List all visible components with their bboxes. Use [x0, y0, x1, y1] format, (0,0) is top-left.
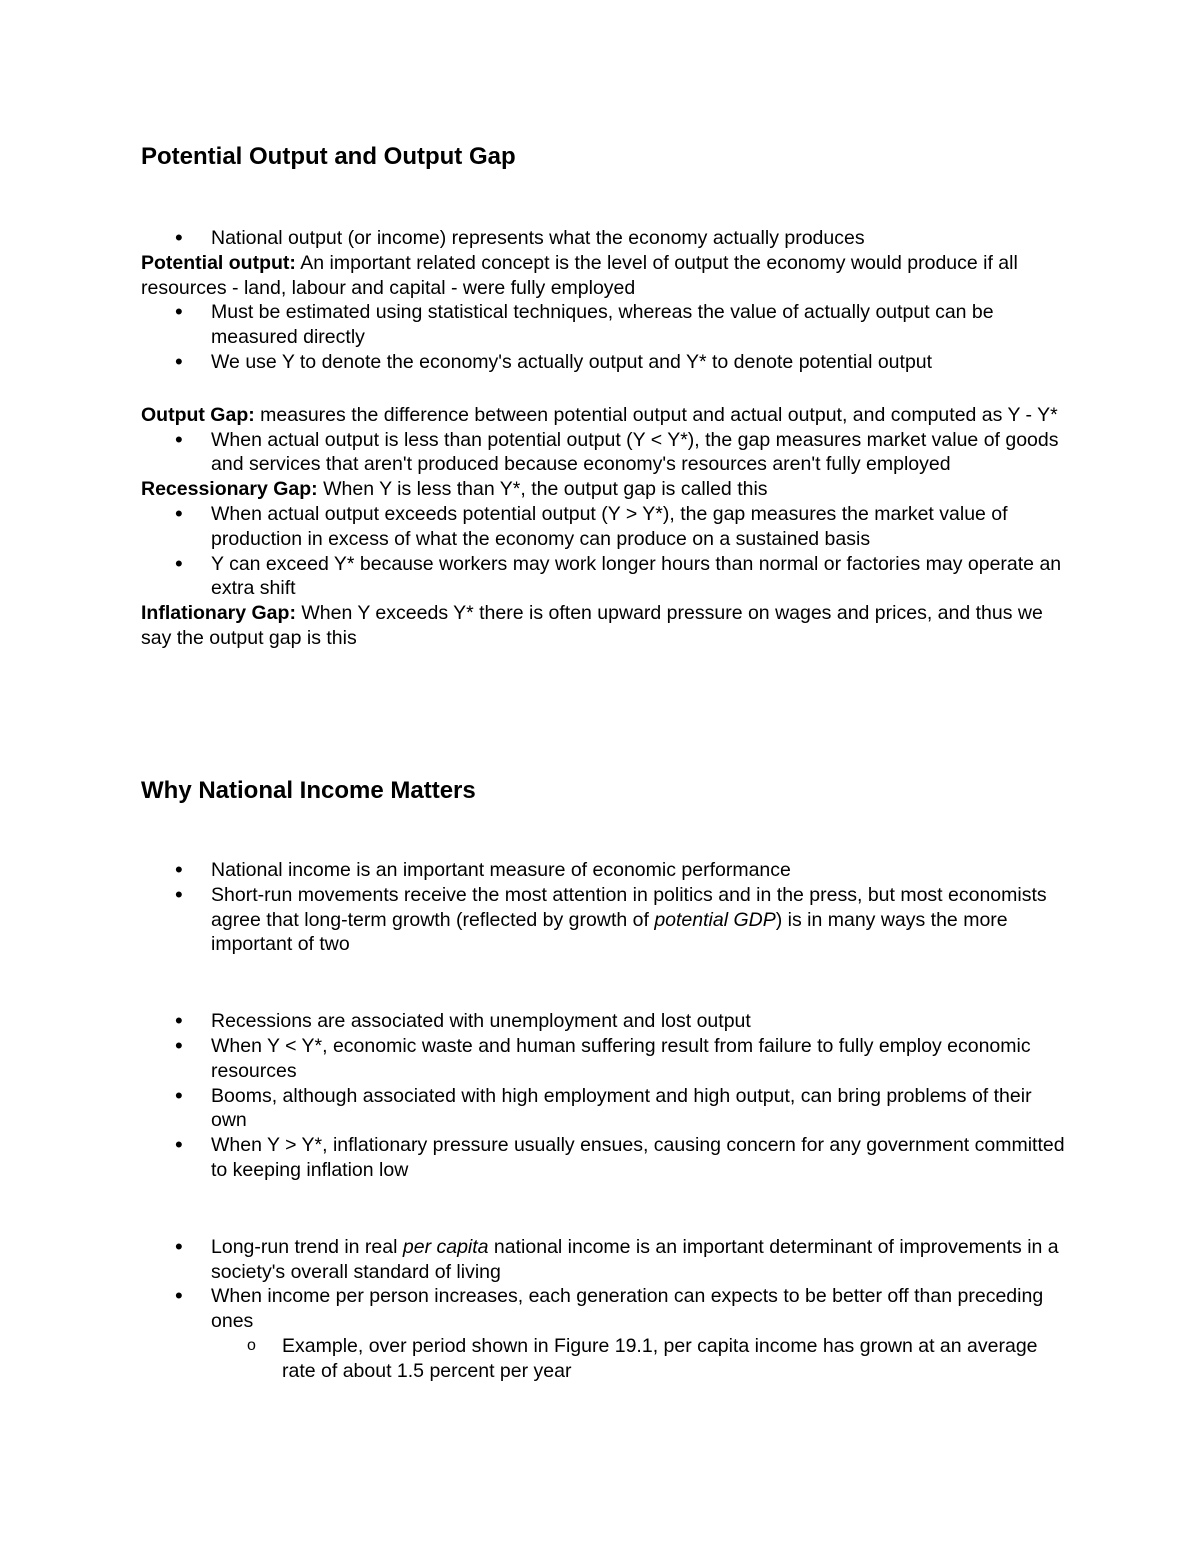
list-item: • National output (or income) represents what the economy actually produces: [141, 226, 1071, 251]
list-item: • Must be estimated using statistical techniques, whereas the value of actually output can be measured directly: [141, 300, 1071, 350]
term-label: Recessionary Gap:: [141, 478, 318, 501]
list-item-text: Short-run movements receive the most attention in politics and in the press, but most economists agree that long-term growth (reflected by growth of: [211, 883, 1047, 931]
bullet-list: [141, 858, 1071, 957]
list-item: • National income is an important measure of economic performance: [141, 858, 1071, 883]
spacer: [141, 1183, 1071, 1235]
section-heading-why-national-income: Why National Income Matters: [141, 777, 476, 804]
definition-text: When Y exceeds Y* there is often upward pressure on wages and prices, and thus we say the output gap is this: [141, 602, 1043, 649]
list-item: • We use Y to denote the economy's actually output and Y* to denote potential output: [141, 350, 1071, 375]
definition-recessionary-gap: [141, 477, 1071, 502]
list-item: • When Y < Y*, economic waste and human suffering result from failure to fully employ economic resources: [141, 1034, 1071, 1084]
bullet-list: [141, 1009, 1071, 1183]
term-label: Output Gap:: [141, 403, 255, 426]
emphasis-text: per capita: [402, 1235, 489, 1258]
list-item: [141, 1235, 1071, 1285]
list-item-text: ) is in many ways the more important of two: [211, 908, 1008, 956]
definition-output-gap: [141, 403, 1071, 428]
list-item: • When actual output exceeds potential output (Y > Y*), the gap measures the market value of production in excess of what the economy can produce on a sustained basis: [141, 502, 1071, 552]
term-label: Inflationary Gap:: [141, 602, 296, 625]
section-body-potential-output: [141, 226, 1071, 651]
term-label: Potential output:: [141, 251, 296, 274]
bullet-list: [141, 428, 1071, 478]
definition-inflationary-gap: [141, 601, 1071, 651]
definition-text: When Y is less than Y*, the output gap is called this: [323, 478, 768, 501]
spacer: [141, 375, 1071, 403]
definition-text: measures the difference between potential output and actual output, and computed as Y - Y*: [260, 403, 1058, 426]
bullet-list: [141, 1235, 1071, 1384]
definition-text: An important related concept is the level of output the economy would produce if all resources - land, labour and capital - were fully employed: [141, 251, 1018, 299]
bullet-list: [141, 502, 1071, 601]
list-item: • Booms, although associated with high employment and high output, can bring problems of their own: [141, 1084, 1071, 1134]
list-item: • Recessions are associated with unemployment and lost output: [141, 1009, 1071, 1034]
bullet-list: [141, 226, 1071, 251]
section-body-why-national-income: [141, 858, 1071, 1384]
list-item: • Y can exceed Y* because workers may work longer hours than normal or factories may operate an extra shift: [141, 552, 1071, 602]
list-item: [141, 883, 1071, 957]
list-item: • When income per person increases, each generation can expects to be better off than preceding ones: [141, 1284, 1071, 1334]
list-item-text: Long-run trend in real: [211, 1235, 403, 1258]
section-heading-potential-output: Potential Output and Output Gap: [141, 143, 516, 170]
spacer: [141, 957, 1071, 1009]
bullet-list: [141, 300, 1071, 374]
emphasis-text: potential GDP: [654, 908, 776, 931]
sub-list-item: o Example, over period shown in Figure 19.1, per capita income has grown at an average rate of about 1.5 percent per year: [141, 1334, 1071, 1384]
list-item: • When actual output is less than potential output (Y < Y*), the gap measures market value of goods and services that aren't produced because economy's resources aren't fully employed: [141, 428, 1071, 478]
list-item-text: national income is an important determinant of improvements in a society's overall standard of living: [211, 1235, 1059, 1283]
definition-potential-output: [141, 251, 1071, 301]
list-item: • When Y > Y*, inflationary pressure usually ensues, causing concern for any government committed to keeping inflation low: [141, 1133, 1071, 1183]
